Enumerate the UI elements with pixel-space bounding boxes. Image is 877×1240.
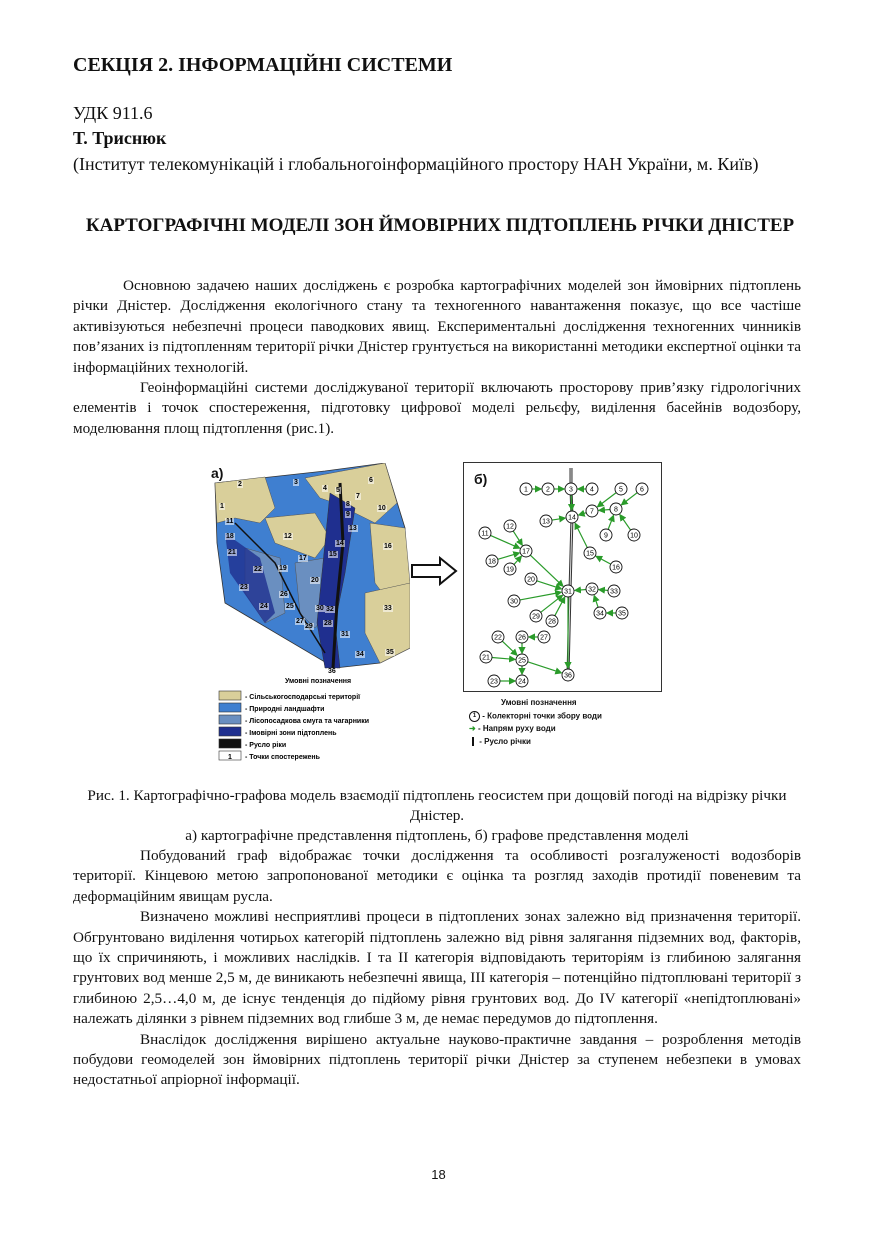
flow-edge: [492, 657, 515, 659]
map-point-label: 8: [346, 501, 350, 508]
node-label: 9: [604, 532, 608, 540]
author-name: Т. Триснюк: [73, 128, 167, 148]
legend-point-sample: 1: [228, 754, 232, 761]
flow-edge: [579, 513, 587, 515]
map-point-label: 36: [328, 668, 336, 675]
map-point-label: 22: [254, 566, 262, 573]
map-point-label: 19: [279, 565, 287, 572]
node-label: 29: [532, 613, 540, 621]
legend-label: - Колекторні точки збору води: [482, 711, 602, 721]
legend-item-flow: [469, 724, 556, 733]
legend-swatch: [219, 691, 241, 700]
legend-swatch: [219, 703, 241, 712]
paragraph: Геоінформаційні системи досліджуваної території включають просторову прив’язку гідрологічних елементів і точок спостереження, підготовку цифрової моделі рельєфу, виділення басейнів водозбору, моделювання площ підтоплення (рис.1).: [73, 379, 801, 437]
section-heading: СЕКЦІЯ 2. ІНФОРМАЦІЙНІ СИСТЕМИ: [73, 54, 453, 76]
node-label: 15: [586, 550, 594, 558]
paragraph: Побудований граф відображає точки дослідження та особливості розгалуженості водозборів території. Кінцевою метою запропонованої методики є оцінка та розгляд заходів протидії повеневим та деформаційним явищам русла.: [73, 847, 801, 905]
node-label: 34: [596, 610, 604, 618]
intro-text: [73, 276, 801, 439]
map-point-label: 4: [323, 485, 327, 492]
legend-label: - Русло річки: [479, 737, 531, 746]
flow-edge: [490, 535, 519, 548]
flow-edge: [502, 641, 517, 655]
node-label: 18: [488, 558, 496, 566]
node-label: 3: [569, 486, 573, 494]
map-point-label: 35: [386, 649, 394, 656]
figure-caption: Рис. 1. Картографічно-графова модель взаємодії підтоплень геосистем при дощовій погоді на відрізку річки Дністер.: [87, 787, 787, 824]
legend-label: - Напрям руху води: [477, 724, 556, 733]
flow-edge: [599, 590, 608, 591]
watershed-graph: [464, 463, 661, 691]
map-point-label: 13: [349, 525, 357, 532]
node-label: 28: [548, 618, 556, 626]
collector-node-icon: 1: [469, 711, 480, 722]
flow-edge: [599, 509, 610, 510]
legend-label: - Імовірні зони підтоплень: [245, 730, 337, 737]
map-point-label: 31: [341, 631, 349, 638]
map-point-label: 33: [384, 605, 392, 612]
flow-edge: [594, 596, 598, 608]
flow-edge: [514, 556, 521, 564]
node-label: 16: [612, 564, 620, 572]
node-label: 21: [482, 654, 490, 662]
map-point-label: 16: [384, 543, 392, 550]
figure-label-a: а): [211, 465, 224, 481]
node-label: 1: [524, 486, 528, 494]
graph-legend: [463, 692, 663, 752]
green-arrow-icon: ➜: [469, 724, 476, 733]
map-point-label: 17: [299, 555, 307, 562]
flow-edge: [541, 595, 563, 612]
flow-edge: [596, 556, 611, 564]
map-point-label: 27: [296, 618, 304, 625]
map-point-label: 12: [284, 533, 292, 540]
legend-item-river: [469, 737, 531, 746]
map-point-label: 5: [336, 487, 340, 494]
node-label: 14: [568, 514, 576, 522]
legend-label: - Природні ландшафти: [245, 706, 325, 713]
paragraph: Внаслідок дослідження вирішено актуальне науково-практичне завдання – розроблення методів побудови геомоделей зон ймовірних підтоплень території річки Дністер за ступенем небезпеки в умовах недостатньої апріорної інформації.: [73, 1030, 801, 1089]
map-point-label: 21: [228, 549, 236, 556]
node-label: 5: [619, 486, 623, 494]
page-number: 18: [431, 1167, 446, 1182]
node-label: 35: [618, 610, 626, 618]
map-point-label: 10: [378, 505, 386, 512]
map-point-label: 15: [329, 551, 337, 558]
map-point-label: 1: [220, 503, 224, 510]
flow-edge: [513, 531, 522, 545]
legend-swatch: [219, 727, 241, 736]
legend-label: - Сільськогосподарські території: [245, 694, 361, 701]
map-point-label: 18: [226, 533, 234, 540]
node-label: 10: [630, 532, 638, 540]
node-label: 7: [590, 508, 594, 516]
node-label: 30: [510, 598, 518, 606]
map-point-label: 34: [356, 651, 364, 658]
legend-label: - Точки спостережень: [245, 754, 320, 761]
node-label: 2: [546, 486, 550, 494]
figure-map: [205, 463, 410, 763]
map-point-label: 11: [226, 518, 234, 525]
paragraph: Основною задачею наших досліджень є розробка картографічних моделей зон ймовірних підтоплень річки Дністер. Дослідження екологічного стану та техногенного навантаження показує, що все частіше активізуються небезпечні процеси паводкових явищ. Експериментальні дослідження техногенних чинників пов’язаних із підтопленням території річки Дністер грунтується на використанні методики експертної оцінки та інформаційних технологій.: [73, 277, 801, 376]
legend-list: [219, 691, 369, 761]
paragraph: Визначено можливі несприятливі процеси в підтоплених зонах залежно від призначення території. Обгрунтовано виділення чотирьох категорій підтоплень залежно від рівня залягання підземних вод, факторів, що їх спричиняють, і можливих наслідків. І та ІІ категорія відповідають територіям із глибиною залягання грунтових вод менше 2,5 м, де виникають небезпечні явища, ІІІ категорія – потенційно підтоплювані території з глибиною 2,5…4,0 м, де існує тенденція до підйому рівня грунтових вод. До IV категорії «непідтоплювані» належать ділянки з рівнем підземних вод глибше 3 м, де немає передумов до підтоплення.: [73, 908, 801, 1028]
arrow-right-icon: [410, 556, 458, 591]
node-label: 19: [506, 566, 514, 574]
map-point-label: 30: [316, 605, 324, 612]
flow-edge: [608, 516, 613, 530]
map-point-label: 26: [280, 591, 288, 598]
legend-title: Умовні позначення: [285, 678, 352, 685]
legend-swatch: [219, 739, 241, 748]
flow-edge: [575, 523, 587, 547]
udk-code: УДК 911.6: [73, 103, 153, 123]
flow-edge: [571, 495, 572, 510]
map-point-label: 24: [260, 603, 268, 610]
node-label: 6: [640, 486, 644, 494]
flow-edge: [498, 553, 520, 559]
node-label: 23: [490, 678, 498, 686]
legend-swatch: [219, 715, 241, 724]
flow-edge: [537, 581, 562, 589]
paper-title: КАРТОГРАФІЧНІ МОДЕЛІ ЗОН ЙМОВІРНИХ ПІДТОПЛЕНЬ РІЧКИ ДНІСТЕР: [85, 215, 795, 236]
author-affiliation: (Інститут телекомунікацій і глобальногоінформаційного простору НАН України, м. Київ): [73, 154, 759, 174]
legend-title: Умовні позначення: [501, 698, 577, 707]
map-point-label: 23: [240, 584, 248, 591]
node-label: 26: [518, 634, 526, 642]
map-point-label: 28: [324, 620, 332, 627]
node-label: 13: [542, 518, 550, 526]
node-label: 11: [481, 530, 489, 538]
map-point-label: 3: [294, 479, 298, 486]
node-label: 8: [614, 506, 618, 514]
node-label: 36: [564, 672, 572, 680]
map-point-label: 9: [346, 511, 350, 518]
map-point-label: 2: [238, 481, 242, 488]
map-point-label: 7: [356, 493, 360, 500]
map-point-label: 25: [286, 603, 294, 610]
map-point-labels: [205, 463, 410, 678]
map-point-label: 20: [311, 577, 319, 584]
node-label: 33: [610, 588, 618, 596]
figure-subcaption: а) картографічне представлення підтоплень, б) графове представлення моделі: [185, 827, 689, 844]
node-label: 25: [518, 657, 526, 665]
flow-edge: [520, 592, 561, 600]
flow-edge: [575, 589, 586, 590]
body-text: [73, 846, 801, 1091]
map-point-label: 14: [336, 540, 344, 547]
map-point-label: 32: [326, 606, 334, 613]
node-label: 24: [518, 678, 526, 686]
node-label: 32: [588, 586, 596, 594]
node-label: 31: [564, 588, 572, 596]
node-label: 12: [506, 523, 514, 531]
legend-label: - Русло ріки: [245, 742, 287, 749]
figure-label-b: б): [474, 471, 488, 487]
legend-label: - Лісопосадкова смуга та чагарники: [245, 718, 370, 725]
node-label: 20: [527, 576, 535, 584]
node-label: 27: [540, 634, 548, 642]
map-point-label: 6: [369, 477, 373, 484]
node-label: 22: [494, 634, 502, 642]
map-point-label: 29: [305, 623, 313, 630]
flow-edge: [552, 518, 565, 520]
figure-graph: [463, 462, 662, 692]
node-label: 17: [522, 548, 530, 556]
flow-edge: [528, 662, 562, 673]
river-line-icon: [472, 737, 474, 746]
node-label: 4: [590, 486, 594, 494]
legend-item-node: [469, 711, 602, 722]
flow-edge: [620, 515, 631, 530]
